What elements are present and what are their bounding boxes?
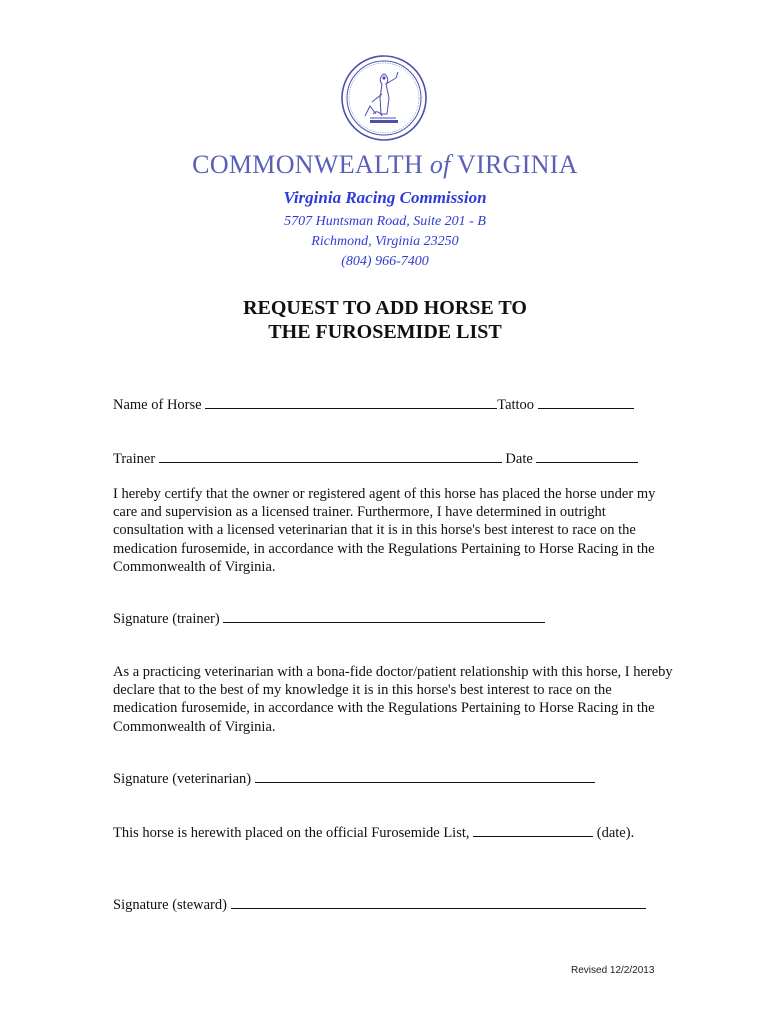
trainer-row	[113, 450, 638, 468]
signature-steward-field[interactable]	[231, 896, 646, 909]
tattoo-field[interactable]	[538, 396, 634, 409]
virginia-state-seal	[340, 54, 428, 142]
trainer-field[interactable]	[159, 450, 502, 463]
signature-trainer-label: Signature (trainer)	[113, 611, 220, 627]
virginia-word: VIRGINIA	[450, 150, 578, 179]
revised-date: Revised 12/2/2013	[571, 965, 655, 976]
date-label: Date	[505, 451, 533, 467]
signature-steward-label: Signature (steward)	[113, 897, 227, 913]
signature-steward-row	[113, 896, 646, 914]
phone-number: (804) 966-7400	[341, 254, 429, 269]
signature-vet-label: Signature (veterinarian)	[113, 771, 252, 787]
placed-on-list-row	[113, 824, 634, 842]
agency-name: Virginia Racing Commission	[283, 188, 487, 207]
signature-trainer-row	[113, 610, 545, 628]
address-line-1: 5707 Huntsman Road, Suite 201 - B	[284, 214, 486, 229]
placed-date-field[interactable]	[473, 824, 593, 837]
signature-trainer-field[interactable]	[223, 610, 545, 623]
vet-declaration-paragraph: As a practicing veterinarian with a bona-fide doctor/patient relationship with this horse, I hereby declare that to the best of my knowledge it is in this horse's best interest to race on the medication furosemide, in accordance with the Regulations Pertaining to Horse Racing in the Commonwealth of Virginia.	[113, 664, 673, 735]
placed-on-list-text: This horse is herewith placed on the official Furosemide List,	[113, 825, 470, 841]
address-line-2: Richmond, Virginia 23250	[311, 234, 459, 249]
date-field[interactable]	[536, 450, 638, 463]
tattoo-label: Tattoo	[497, 397, 535, 413]
signature-vet-field[interactable]	[255, 770, 595, 783]
placed-date-label: (date).	[596, 825, 635, 841]
commonwealth-word: COMMONWEALTH	[192, 150, 430, 179]
trainer-certification-paragraph: I hereby certify that the owner or registered agent of this horse has placed the horse under my care and supervision as a licensed trainer. Furthermore, I have determined in outright consultation with a licensed veterinarian that it is in this horse's best interest to race on the medication furosemide, in accordance with the Regulations Pertaining to Horse Racing in the Commonwealth of Virginia.	[113, 486, 656, 575]
signature-vet-row	[113, 770, 595, 788]
commonwealth-of-virginia-heading	[0, 150, 770, 180]
form-title-line-1: REQUEST TO ADD HORSE TO	[243, 297, 527, 319]
name-of-horse-label: Name of Horse	[113, 397, 202, 413]
name-of-horse-row	[113, 396, 634, 414]
name-of-horse-field[interactable]	[205, 396, 497, 409]
of-word: of	[429, 150, 451, 179]
form-title-line-2: THE FUROSEMIDE LIST	[268, 321, 502, 343]
trainer-label: Trainer	[113, 451, 156, 467]
